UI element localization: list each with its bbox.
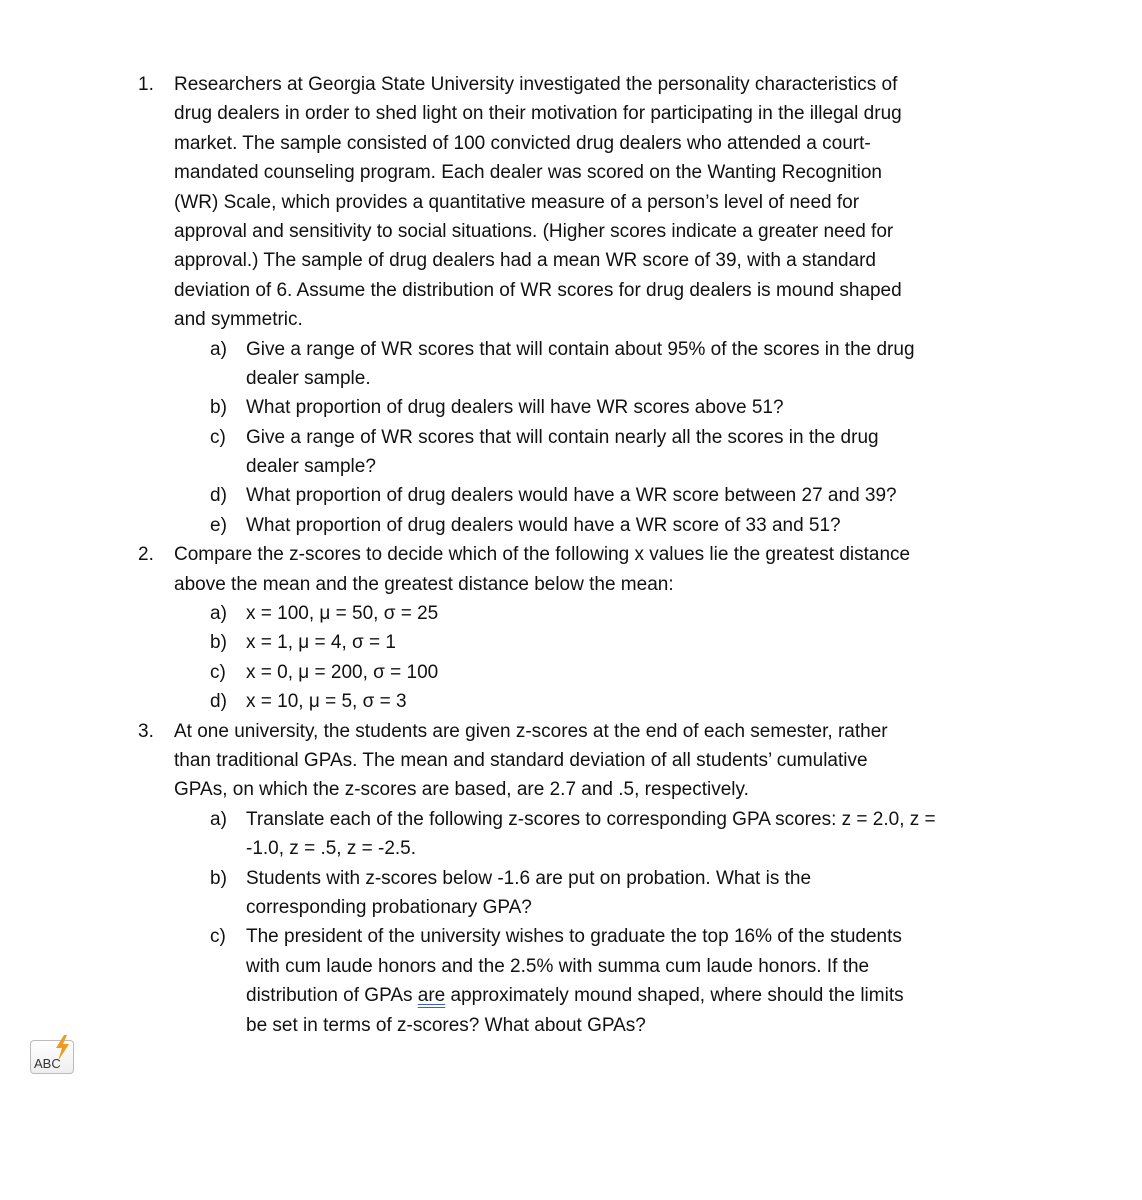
part-text: Students with z-scores below -1.6 are put on probation. What is the — [246, 867, 812, 889]
question-1-part-line — [0, 335, 1142, 364]
part-text: x = 100, μ = 50, σ = 25 — [246, 603, 439, 625]
question-text: approval.) The sample of drug dealers had a mean WR score of 39, with a standard — [174, 250, 876, 272]
question-text: (WR) Scale, which provides a quantitative measure of a person’s level of need for — [174, 191, 860, 213]
question-text: deviation of 6. Assume the distribution of WR scores for drug dealers is mound shaped — [174, 279, 902, 301]
part-text: The president of the university wishes to graduate the top 16% of the students — [246, 926, 902, 948]
question-1-line — [0, 158, 1142, 187]
question-text: than traditional GPAs. The mean and standard deviation of all students’ cumulative — [174, 749, 868, 771]
question-text: GPAs, on which the z-scores are based, are 2.7 and .5, respectively. — [174, 779, 749, 801]
part-letter: d) — [210, 691, 227, 713]
question-2-part-line — [0, 658, 1142, 687]
part-text: x = 0, μ = 200, σ = 100 — [246, 661, 439, 683]
text-segment: distribution of GPAs — [246, 985, 418, 1007]
document-body — [0, 70, 1142, 1040]
accessibility-checker-badge[interactable] — [30, 1040, 74, 1074]
lightning-bolt-icon — [53, 1035, 71, 1061]
question-3-line — [0, 717, 1142, 746]
question-3-line — [0, 775, 1142, 804]
question-text: market. The sample consisted of 100 convicted drug dealers who attended a court- — [174, 132, 871, 154]
question-1-part-line — [0, 423, 1142, 452]
question-1-line — [0, 70, 1142, 99]
question-3-part-line — [0, 834, 1142, 863]
part-text — [246, 981, 904, 1010]
question-number: 2. — [138, 544, 154, 566]
question-2-line — [0, 540, 1142, 569]
part-letter: b) — [210, 632, 227, 654]
question-1-line — [0, 276, 1142, 305]
question-text: mandated counseling program. Each dealer was scored on the Wanting Recognition — [174, 162, 882, 184]
badge-label: ABC — [34, 1056, 61, 1071]
part-text: x = 1, μ = 4, σ = 1 — [246, 632, 396, 654]
question-1-line — [0, 305, 1142, 334]
question-1-part-line — [0, 364, 1142, 393]
question-1-line — [0, 129, 1142, 158]
question-text: approval and sensitivity to social situations. (Higher scores indicate a greater need for — [174, 220, 894, 242]
part-text: with cum laude honors and the 2.5% with summa cum laude honors. If the — [246, 955, 870, 977]
question-1-line — [0, 99, 1142, 128]
question-3-part-line — [0, 952, 1142, 981]
question-text: above the mean and the greatest distance below the mean: — [174, 573, 674, 595]
question-text: drug dealers in order to shed light on their motivation for participating in the illegal drug — [174, 103, 902, 125]
question-3-line — [0, 746, 1142, 775]
question-1-part-line — [0, 511, 1142, 540]
question-3-part-line — [0, 805, 1142, 834]
question-3-part-line — [0, 893, 1142, 922]
question-number: 3. — [138, 720, 154, 742]
part-letter: c) — [210, 661, 226, 683]
part-text: corresponding probationary GPA? — [246, 896, 532, 918]
part-letter: b) — [210, 867, 227, 889]
part-letter: a) — [210, 338, 227, 360]
part-text: Give a range of WR scores that will contain about 95% of the scores in the drug — [246, 338, 915, 360]
question-1-part-line — [0, 481, 1142, 510]
question-1-line — [0, 246, 1142, 275]
question-text: Compare the z-scores to decide which of the following x values lie the greatest distance — [174, 544, 911, 566]
part-text: dealer sample. — [246, 367, 371, 389]
part-letter: a) — [210, 808, 227, 830]
question-1-part-line — [0, 452, 1142, 481]
question-1-line — [0, 217, 1142, 246]
part-text: x = 10, μ = 5, σ = 3 — [246, 691, 407, 713]
question-text: and symmetric. — [174, 309, 303, 331]
question-number: 1. — [138, 74, 154, 95]
part-text: -1.0, z = .5, z = -2.5. — [246, 838, 417, 860]
question-3-part-line — [0, 981, 1142, 1010]
part-text: What proportion of drug dealers would have a WR score of 33 and 51? — [246, 514, 841, 536]
part-letter: d) — [210, 485, 227, 507]
question-2-part-line — [0, 599, 1142, 628]
question-text: Researchers at Georgia State University investigated the personality characteristics of — [174, 74, 898, 95]
part-text: be set in terms of z-scores? What about GPAs? — [246, 1014, 646, 1036]
part-text: What proportion of drug dealers will have WR scores above 51? — [246, 397, 784, 419]
question-2-part-line — [0, 687, 1142, 716]
grammar-flag[interactable]: are — [417, 985, 446, 1007]
question-3-part-line — [0, 922, 1142, 951]
part-letter: c) — [210, 426, 226, 448]
question-2-line — [0, 570, 1142, 599]
question-1-line — [0, 188, 1142, 217]
part-text: dealer sample? — [246, 456, 376, 478]
question-3-part-line — [0, 1011, 1142, 1040]
part-text: Give a range of WR scores that will contain nearly all the scores in the drug — [246, 426, 879, 448]
part-letter: b) — [210, 397, 227, 419]
text-segment: approximately mound shaped, where should the limits — [445, 985, 904, 1007]
part-text: Translate each of the following z-scores to corresponding GPA scores: z = 2.0, z = — [246, 808, 936, 830]
question-3-part-line — [0, 864, 1142, 893]
part-letter: e) — [210, 514, 227, 536]
question-text: At one university, the students are given z-scores at the end of each semester, rather — [174, 720, 888, 742]
part-letter: c) — [210, 926, 226, 948]
part-text: What proportion of drug dealers would have a WR score between 27 and 39? — [246, 485, 897, 507]
part-letter: a) — [210, 603, 227, 625]
question-2-part-line — [0, 628, 1142, 657]
question-1-part-line — [0, 393, 1142, 422]
